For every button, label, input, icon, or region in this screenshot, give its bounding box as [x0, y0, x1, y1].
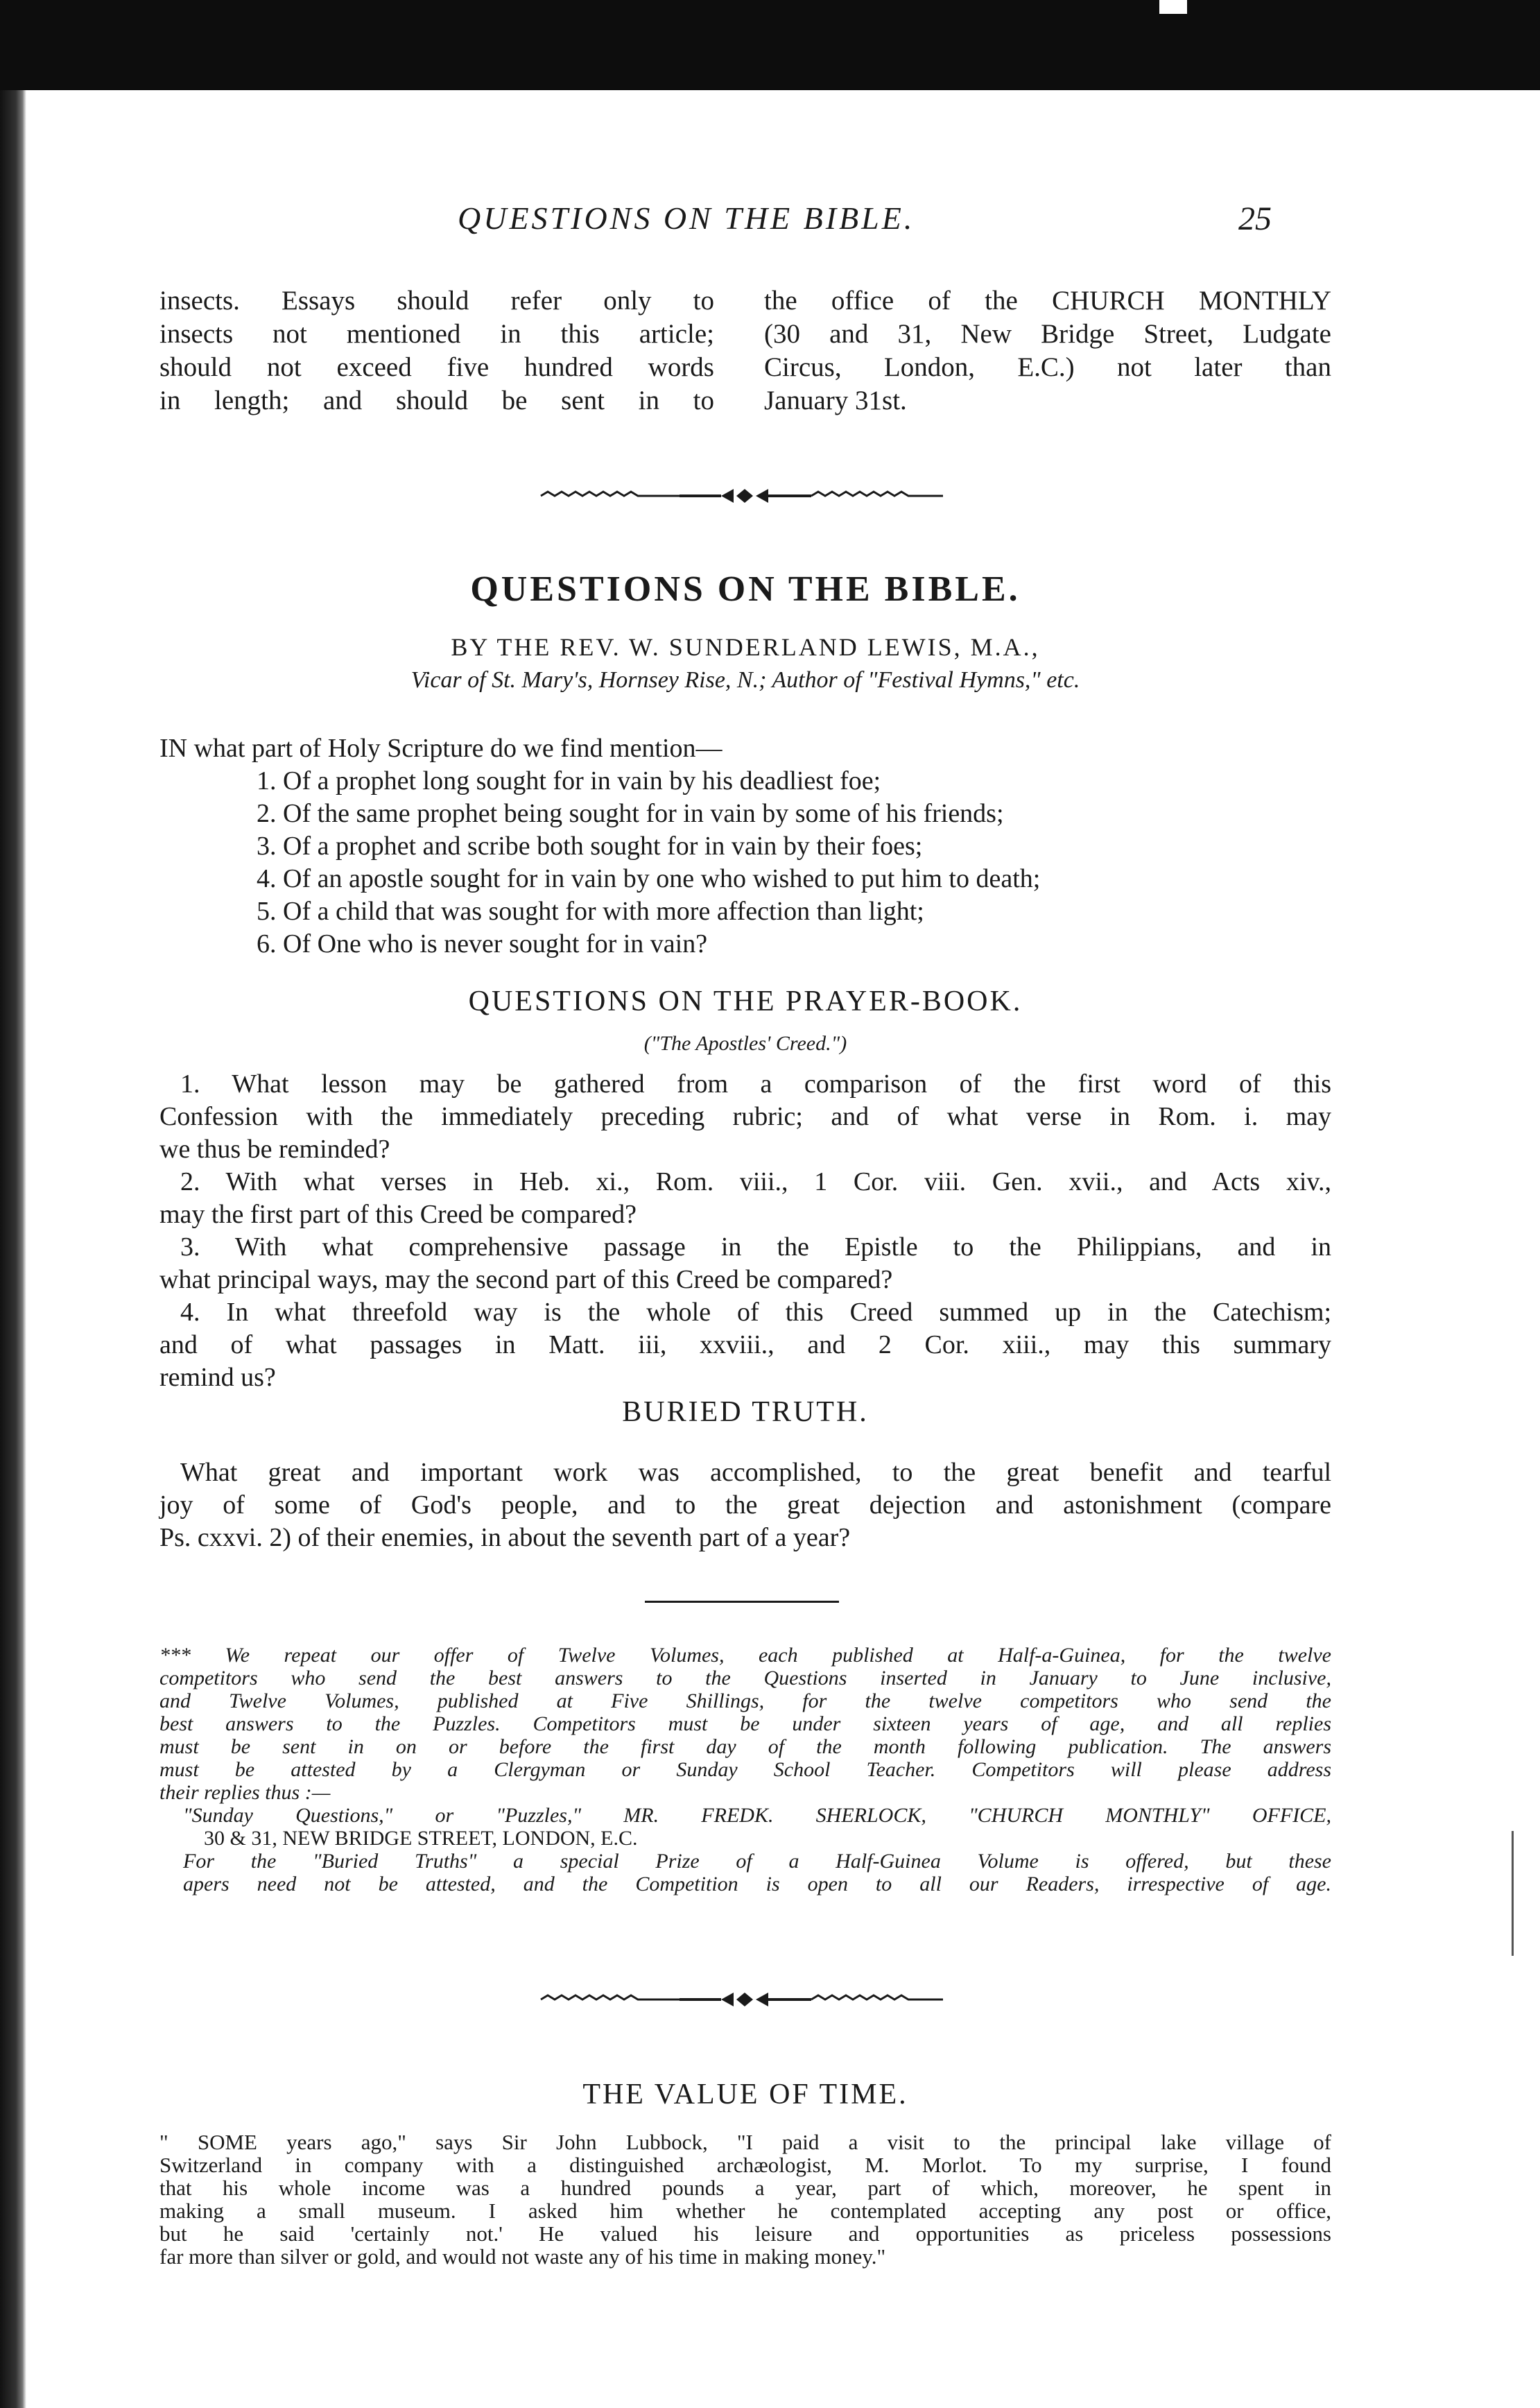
- text-line: we thus be reminded?: [159, 1135, 390, 1164]
- prayer-book-subtitle: ("The Apostles' Creed."): [643, 1032, 847, 1055]
- ornament-divider: [520, 485, 971, 506]
- intro-right-column: [764, 284, 1331, 418]
- value-of-time-text: [159, 2131, 1331, 2268]
- text-line: 4. In what threefold way is the whole of this Creed summed up in the Catechism;: [180, 1298, 1331, 1327]
- text-line: competitors who send the best answers to the Questions inserted in January to June inclusive,: [159, 1667, 1331, 1689]
- list-item: 3. Of a prophet and scribe both sought for in vain by their foes;: [257, 832, 923, 861]
- text-line: January 31st.: [764, 386, 907, 415]
- running-head: [159, 200, 1331, 241]
- page-number: 25: [1238, 200, 1272, 237]
- text-line: that his whole income was a hundred pounds a year, part of which, moreover, he spent in: [159, 2176, 1331, 2200]
- text-line: may the first part of this Creed be compared?: [159, 1200, 637, 1229]
- list-item: 5. Of a child that was sought for with more affection than light;: [257, 897, 924, 926]
- affiliation: Vicar of St. Mary's, Hornsey Rise, N.; Author of "Festival Hymns," etc.: [410, 667, 1080, 693]
- address-line: 30 & 31, NEW BRIDGE STREET, LONDON, E.C.: [204, 1827, 638, 1850]
- questions-intro: IN what part of Holy Scripture do we find mention—: [159, 734, 723, 763]
- ornament-divider: [520, 1989, 971, 2010]
- intro-left-column: [159, 284, 714, 418]
- text-line: *** We repeat our offer of Twelve Volumes, each published at Half-a-Guinea, for the twelve: [159, 1644, 1331, 1667]
- buried-truth-text: [159, 1456, 1331, 1554]
- text-line: For the "Buried Truths" a special Prize of a Half-Guinea Volume is offered, but these: [183, 1850, 1331, 1873]
- divider-rule: [645, 1601, 839, 1603]
- text-line: joy of some of God's people, and to the great dejection and astonishment (compare: [159, 1490, 1331, 1520]
- text-line: insects. Essays should refer only to: [159, 286, 714, 316]
- scan-top-border: [0, 0, 1540, 90]
- text-line: What great and important work was accomplished, to the great benefit and tearful: [180, 1458, 1331, 1487]
- text-line: Ps. cxxvi. 2) of their enemies, in about the seventh part of a year?: [159, 1523, 851, 1552]
- text-line: making a small museum. I asked him whether he contemplated accepting any post or office,: [159, 2199, 1331, 2223]
- text-line: what principal ways, may the second part of this Creed be compared?: [159, 1265, 893, 1294]
- prayer-book-title: QUESTIONS ON THE PRAYER-BOOK.: [468, 986, 1023, 1017]
- text-line: remind us?: [159, 1363, 276, 1392]
- scan-top-notch: [1159, 0, 1187, 14]
- text-line: their replies thus :—: [159, 1781, 331, 1804]
- list-item: 1. Of a prophet long sought for in vain by his deadliest foe;: [257, 766, 881, 796]
- scan-left-border: [0, 90, 26, 2408]
- list-item: 6. Of One who is never sought for in vain?: [257, 929, 708, 958]
- running-title: QUESTIONS ON THE BIBLE.: [458, 200, 915, 236]
- text-line: 1. What lesson may be gathered from a comparison of the first word of this: [180, 1069, 1331, 1099]
- text-line: Circus, London, E.C.) not later than: [764, 352, 1331, 382]
- bible-questions: [159, 732, 1331, 961]
- text-line: insects not mentioned in this article;: [159, 319, 714, 349]
- text-line: the office of the CHURCH MONTHLY: [764, 286, 1331, 316]
- text-line: apers need not be attested, and the Competition is open to all our Readers, irrespective of age.: [183, 1873, 1331, 1895]
- address-line: "Sunday Questions," or "Puzzles," MR. FREDK. SHERLOCK, "CHURCH MONTHLY" OFFICE,: [183, 1804, 1331, 1827]
- text-line: (30 and 31, New Bridge Street, Ludgate: [764, 319, 1331, 349]
- text-line: must be sent in on or before the first day of the month following publication. The answers: [159, 1735, 1331, 1758]
- text-line: should not exceed five hundred words: [159, 352, 714, 382]
- competition-notice: [159, 1644, 1331, 1895]
- list-item: 2. Of the same prophet being sought for in vain by some of his friends;: [257, 799, 1004, 828]
- value-of-time-title: THE VALUE OF TIME.: [582, 2079, 908, 2110]
- prayer-book-questions: [159, 1068, 1331, 1394]
- text-line: " SOME years ago," says Sir John Lubbock, "I paid a visit to the principal lake village of: [159, 2130, 1331, 2154]
- buried-truth-title: BURIED TRUTH.: [622, 1396, 869, 1428]
- text-line: Switzerland in company with a distinguished archæologist, M. Morlot. To my surprise, I found: [159, 2153, 1331, 2177]
- text-line: and Twelve Volumes, published at Five Shillings, for the twelve competitors who send the: [159, 1689, 1331, 1712]
- question-list: [159, 765, 1331, 961]
- text-line: and of what passages in Matt. iii, xxviii., and 2 Cor. xiii., may this summary: [159, 1330, 1331, 1359]
- text-line: Confession with the immediately preceding rubric; and of what verse in Rom. i. may: [159, 1102, 1331, 1131]
- scan-right-mark: [1512, 1831, 1514, 1956]
- text-line: must be attested by a Clergyman or Sunday School Teacher. Competitors will please address: [159, 1758, 1331, 1781]
- text-line: in length; and should be sent in to: [159, 386, 714, 415]
- bible-questions-title: QUESTIONS ON THE BIBLE.: [470, 569, 1021, 609]
- text-line: best answers to the Puzzles. Competitors must be under sixteen years of age, and all replies: [159, 1712, 1331, 1735]
- text-line: 3. With what comprehensive passage in the Epistle to the Philippians, and in: [180, 1232, 1331, 1262]
- byline: BY THE REV. W. SUNDERLAND LEWIS, M.A.,: [451, 633, 1040, 661]
- text-line: far more than silver or gold, and would not waste any of his time in making money.": [159, 2244, 886, 2269]
- list-item: 4. Of an apostle sought for in vain by one who wished to put him to death;: [257, 864, 1041, 893]
- text-line: but he said 'certainly not.' He valued his leisure and opportunities as priceless possessions: [159, 2221, 1331, 2246]
- text-line: 2. With what verses in Heb. xi., Rom. viii., 1 Cor. viii. Gen. xvii., and Acts xiv.,: [180, 1167, 1331, 1196]
